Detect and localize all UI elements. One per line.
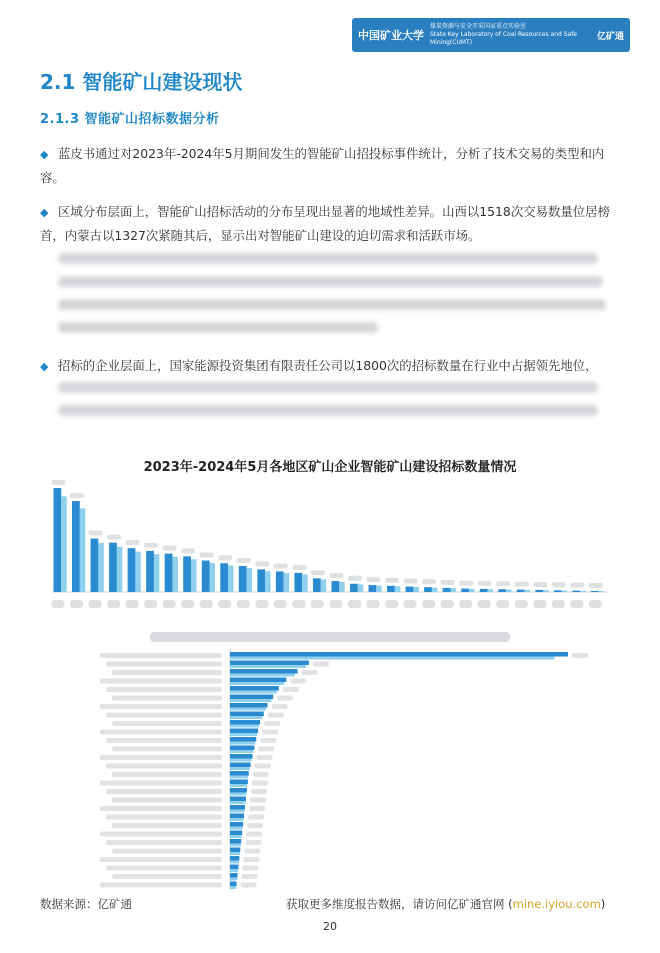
hbar-series-2 [230, 759, 252, 762]
blurred-category-label [112, 874, 222, 879]
blurred-data-label [459, 581, 473, 586]
lab-name-cn: 煤炭资源与安全开采国家重点实验室 [430, 23, 527, 30]
hbar-series-2 [230, 827, 243, 830]
hbar-series-1 [230, 678, 286, 683]
bar-series-2 [599, 591, 604, 592]
hbar-series-1 [230, 703, 268, 708]
blurred-category-label [100, 832, 222, 837]
footer-cta-text: 获取更多维度报告数据，请访问亿矿通官网 ( [286, 897, 513, 911]
blurred-category-label [112, 772, 222, 777]
blurred-tick-label [181, 600, 194, 608]
bar-series-2 [154, 554, 159, 592]
blurred-data-label [126, 540, 140, 545]
bar-series-1 [591, 591, 599, 592]
blurred-tick-label [441, 600, 454, 608]
bar-series-1 [128, 548, 136, 592]
bar-series-1 [517, 590, 525, 592]
bar-series-2 [543, 590, 548, 592]
blurred-data-label [478, 581, 492, 586]
blurred-data-label [292, 565, 306, 570]
hbar-series-2 [230, 869, 238, 872]
data-source: 数据来源：亿矿通 [40, 897, 132, 911]
hbar-series-1 [230, 822, 243, 827]
blurred-category-label [100, 806, 222, 811]
blurred-tick-label [552, 600, 565, 608]
bar-series-2 [117, 547, 122, 592]
bar-series-1 [350, 584, 358, 592]
bar-series-1 [109, 543, 117, 592]
blurred-tick-label [107, 600, 120, 608]
bar-series-2 [339, 582, 344, 592]
blurred-data-label [441, 580, 455, 585]
hbar-series-1 [230, 729, 258, 734]
hbar-series-1 [230, 788, 247, 793]
hbar-series-2 [230, 810, 244, 813]
hbar-series-2 [230, 733, 257, 736]
hbar-series-2 [230, 793, 246, 796]
hbar-series-1 [230, 839, 241, 844]
hbar-series-1 [230, 856, 239, 861]
paragraph-text: 蓝皮书通过对2023年-2024年5月期间发生的智能矿山招投标事件统计，分析了技术交易的类型和内容。 [40, 146, 605, 185]
bar-series-1 [220, 563, 228, 592]
bar-series-2 [450, 588, 455, 592]
blurred-tick-label [126, 600, 139, 608]
blurred-tick-label [329, 600, 342, 608]
blurred-tick-label [255, 600, 268, 608]
blurred-category-label [112, 696, 222, 701]
paragraph-text: 区域分布层面上，智能矿山招标活动的分布呈现出显著的地域性差异。山西以1518次交易数量位居榜首，内蒙古以1327次紧随其后，显示出对智能矿山建设的迫切需求和活跃市场。 [40, 204, 610, 243]
hbar-series-2 [230, 767, 250, 770]
blurred-category-label [100, 730, 222, 735]
hbar-series-1 [230, 695, 273, 700]
bar-series-2 [580, 591, 585, 592]
blurred-tick-label [200, 600, 213, 608]
hbar-series-2 [230, 699, 271, 702]
blurred-data-label [515, 582, 529, 587]
hbar-series-2 [230, 801, 245, 804]
blurred-data-label [404, 579, 418, 584]
blurred-value-label [268, 713, 284, 718]
bar-series-2 [172, 557, 177, 592]
blurred-category-label [100, 857, 222, 862]
blurred-value-label [251, 789, 267, 794]
blurred-tick-label [89, 600, 102, 608]
bar-series-1 [461, 589, 469, 592]
bar-series-2 [506, 589, 511, 592]
hbar-series-1 [230, 669, 298, 674]
hbar-series-2 [230, 835, 242, 838]
hbar-series-2 [230, 750, 253, 753]
hbar-series-2 [230, 657, 554, 660]
blurred-value-label [272, 704, 288, 709]
hbar-series-1 [230, 865, 238, 870]
bar-series-1 [146, 551, 154, 592]
blurred-value-label [242, 866, 258, 871]
blurred-category-label [106, 662, 222, 667]
blurred-category-label [106, 840, 222, 845]
blurred-value-label [277, 696, 293, 701]
blurred-data-label [533, 582, 547, 587]
hbar-series-2 [230, 844, 241, 847]
hbar-series-1 [230, 737, 256, 742]
blurred-value-label [257, 755, 273, 760]
blurred-value-label [302, 670, 318, 675]
hbar-series-1 [230, 763, 251, 768]
bar-series-2 [228, 566, 233, 592]
blurred-tick-label [51, 600, 64, 608]
bar-series-1 [53, 488, 61, 592]
blurred-data-label [570, 583, 584, 588]
bar-series-1 [294, 573, 302, 592]
blurred-data-label [422, 579, 436, 584]
blurred-value-label [245, 840, 261, 845]
blurred-tick-label [589, 600, 602, 608]
blurred-value-label [248, 815, 264, 820]
subsection-heading: 2.1.3 智能矿山招标数据分析 [40, 112, 220, 127]
hbar-series-1 [230, 720, 260, 725]
hbar-series-1 [230, 686, 279, 691]
blurred-tick-label [570, 600, 583, 608]
blurred-tick-label [533, 600, 546, 608]
blurred-data-label [496, 581, 510, 586]
blurred-tick-label [422, 600, 435, 608]
section-heading: 2.1 智能矿山建设现状 [40, 70, 243, 94]
blurred-data-label [311, 570, 325, 575]
blurred-data-label [181, 548, 195, 553]
hbar-series-1 [230, 754, 253, 759]
bar-series-1 [498, 589, 506, 592]
hbar-series-2 [230, 725, 259, 728]
bar-series-1 [572, 591, 580, 592]
bar-series-2 [135, 552, 140, 592]
blurred-value-label [572, 653, 588, 658]
blurred-data-label [255, 561, 269, 566]
blurred-value-label [253, 772, 269, 777]
blurred-tick-label [163, 600, 176, 608]
blurred-value-label [244, 849, 260, 854]
bar-series-1 [480, 589, 488, 592]
bar-series-2 [61, 496, 66, 592]
blurred-data-label [237, 558, 251, 563]
hbar-series-1 [230, 746, 254, 751]
blurred-tick-label [144, 600, 157, 608]
blurred-tick-label [496, 600, 509, 608]
blurred-tick-label [478, 600, 491, 608]
hbar-series-1 [230, 848, 240, 853]
blurred-value-label [246, 832, 262, 837]
blurred-category-label [112, 849, 222, 854]
blurred-value-label [258, 747, 274, 752]
blurred-category-label [106, 789, 222, 794]
blurred-value-label [313, 662, 329, 667]
brand-logo: 亿矿通 [596, 31, 624, 42]
hbar-series-1 [230, 805, 245, 810]
hbar-series-1 [230, 652, 568, 657]
hbar-series-2 [230, 742, 255, 745]
blurred-tick-label [70, 600, 83, 608]
blurred-tick-label [348, 600, 361, 608]
blurred-category-label [100, 679, 222, 684]
bar-series-2 [98, 543, 103, 592]
bullet-diamond-icon: ◆ [40, 360, 49, 373]
hbar-series-1 [230, 661, 309, 666]
bar-series-1 [257, 569, 265, 592]
hbar-series-1 [230, 797, 246, 802]
hbar-series-2 [230, 716, 262, 719]
blurred-category-label [112, 721, 222, 726]
blurred-tick-label [311, 600, 324, 608]
bar-series-2 [80, 508, 85, 592]
blurred-data-label [107, 535, 121, 540]
bar-series-1 [91, 539, 99, 592]
blurred-tick-label [218, 600, 231, 608]
bar-series-2 [247, 568, 252, 592]
blurred-category-label [112, 798, 222, 803]
blurred-category-label [106, 687, 222, 692]
university-logo: 中国矿业大学 [358, 29, 424, 42]
blurred-data-label [348, 576, 362, 581]
hbar-series-2 [230, 682, 284, 685]
blurred-tick-label [404, 600, 417, 608]
blurred-category-label [112, 747, 222, 752]
blurred-value-label [290, 679, 306, 684]
blurred-category-label [112, 670, 222, 675]
blurred-value-label [255, 764, 271, 769]
blurred-tick-label [459, 600, 472, 608]
blurred-tick-label [385, 600, 398, 608]
blurred-category-label [106, 815, 222, 820]
blurred-value-label [241, 883, 257, 888]
hbar-series-2 [230, 691, 277, 694]
blurred-category-label [100, 883, 222, 888]
hbar-series-1 [230, 780, 248, 785]
paragraph-text: 招标的企业层面上，国家能源投资集团有限责任公司以1800次的招标数量在行业中占据领先地位， [58, 358, 598, 373]
hbar-series-1 [230, 814, 244, 819]
hbar-series-2 [230, 776, 248, 779]
blurred-category-label [112, 823, 222, 828]
hbar-series-2 [230, 674, 295, 677]
bar-series-1 [387, 586, 395, 592]
hbar-series-1 [230, 882, 237, 887]
blurred-tick-label [292, 600, 305, 608]
bar-series-2 [488, 589, 493, 592]
blurred-value-label [260, 738, 276, 743]
hbar-series-2 [230, 852, 240, 855]
blurred-tick-label [515, 600, 528, 608]
blurred-tick-label [367, 600, 380, 608]
blurred-value-label [252, 781, 268, 786]
hbar-series-1 [230, 873, 238, 878]
blurred-data-label [163, 546, 177, 551]
bar-series-1 [239, 566, 247, 592]
bar-series-2 [413, 587, 418, 592]
blurred-data-label [329, 573, 343, 578]
hbar-series-2 [230, 861, 239, 864]
bar-series-1 [183, 556, 191, 592]
blurred-data-label [274, 563, 288, 568]
hbar-series-2 [230, 784, 247, 787]
blurred-value-label [242, 874, 258, 879]
bar-series-1 [554, 590, 562, 592]
bar-series-1 [276, 571, 284, 592]
bar-series-1 [313, 578, 321, 592]
blurred-data-label [200, 552, 214, 557]
bar-series-1 [443, 588, 451, 592]
blurred-data-label [218, 555, 232, 560]
website-link[interactable]: mine.iyiou.com [512, 897, 601, 911]
blurred-value-label [262, 730, 278, 735]
bar-series-2 [191, 559, 196, 592]
blurred-category-label [100, 781, 222, 786]
bar-series-2 [376, 586, 381, 592]
blurred-tick-label [237, 600, 250, 608]
blurred-tick-label [274, 600, 287, 608]
blurred-chart-title [150, 632, 510, 642]
lab-name-en: State Key Laboratory of Coal Resources and Safe Mining(CUMT) [430, 31, 577, 46]
blurred-data-label [51, 480, 65, 485]
chart-title: 2023年-2024年5月各地区矿山企业智能矿山建设招标数量情况 [143, 460, 517, 475]
bar-series-2 [562, 590, 567, 592]
hbar-series-1 [230, 771, 249, 776]
blurred-category-label [100, 653, 222, 658]
bar-series-1 [369, 585, 377, 592]
bullet-diamond-icon: ◆ [40, 148, 49, 161]
hbar-series-2 [230, 708, 266, 711]
bar-series-2 [395, 586, 400, 592]
bar-series-1 [165, 554, 173, 592]
blurred-category-label [100, 704, 222, 709]
blurred-value-label [250, 798, 266, 803]
bar-series-2 [525, 590, 530, 592]
bar-series-2 [321, 579, 326, 592]
hbar-series-2 [230, 818, 244, 821]
blurred-value-label [243, 857, 259, 862]
blurred-data-label [589, 583, 603, 588]
hbar-series-2 [230, 886, 236, 889]
footer-cta-end: ) [600, 897, 606, 911]
blurred-value-label [264, 721, 280, 726]
blurred-category-label [106, 866, 222, 871]
bar-series-1 [331, 581, 339, 592]
bullet-diamond-icon: ◆ [40, 206, 49, 219]
blurred-value-label [283, 687, 299, 692]
bar-series-1 [424, 587, 432, 592]
blurred-data-label [70, 493, 84, 498]
hbar-series-1 [230, 712, 264, 717]
hbar-series-2 [230, 665, 306, 668]
bar-series-2 [302, 574, 307, 592]
blurred-category-label [100, 755, 222, 760]
blurred-category-label [106, 764, 222, 769]
hbar-series-1 [230, 831, 242, 836]
bar-series-2 [469, 589, 474, 592]
hbar-series-2 [230, 878, 237, 881]
footer-cta [286, 896, 605, 912]
blurred-data-label [385, 578, 399, 583]
blurred-category-label [106, 713, 222, 718]
blurred-category-label [106, 738, 222, 743]
blurred-data-label [552, 582, 566, 587]
bar-series-2 [284, 573, 289, 592]
blurred-data-label [144, 543, 158, 548]
bar-series-2 [265, 571, 270, 592]
blurred-data-label [367, 577, 381, 582]
page-number: 20 [323, 920, 337, 933]
bar-series-2 [432, 588, 437, 592]
bar-series-1 [406, 587, 414, 592]
bar-series-2 [210, 563, 215, 592]
blurred-value-label [249, 806, 265, 811]
bar-series-2 [358, 584, 363, 592]
bar-series-1 [535, 590, 543, 592]
bar-series-1 [72, 501, 80, 592]
blurred-value-label [247, 823, 263, 828]
bar-series-1 [202, 560, 210, 592]
blurred-data-label [89, 531, 103, 536]
